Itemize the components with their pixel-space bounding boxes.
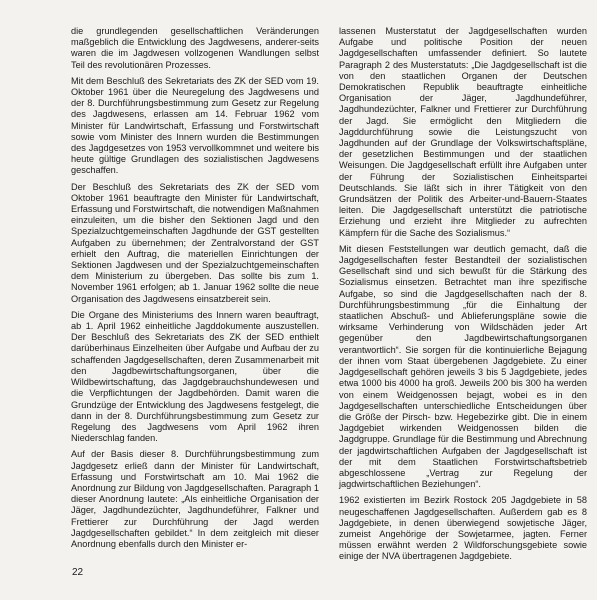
paragraph: lassenen Musterstatut der Jagdgesellschaften wurden Aufgabe und politische Position der neuen Jagdgesellschaften umfassender definiert. So lautete Paragraph 2 des Musterstatuts: „Die Jagdgesellschaft ist die von den staatlichen Organen der Deutschen Demokratischen Republik beauftragte einheitliche Organisation der Jäger, Jagdhundeführer, Jagdhundezüchter, Falkner und Frettierer zur Durchführung der Jagd. Sie ermöglicht den Mitgliedern die Jagddurchführung sowie die Leistungszucht von Jagdhunden auf der Grundlage der Volkswirtschaftspläne, der gesetzlichen Bestimmungen und der staatlichen Weisungen. Die Jagdgesellschaft erfüllt ihre Aufgaben unter der Führung der Sozialistischen Einheitspartei Deutschlands. Sie läßt sich in ihrer Tätigkeit von den Grundsätzen der Politik des Arbeiter-und-Bauern-Staates leiten. Die Jagdgesellschaft unterstützt die patriotische Erziehung und erzieht ihre Mitglieder zu aufrechten Kämpfern für die Sache des Sozialismus.“ — [339, 26, 587, 238]
paragraph: Mit dem Beschluß des Sekretariats des ZK der SED vom 19. Oktober 1961 über die Neuregelung des Jagdwesens und der 8. Durchführungsbestimmung zum Gesetz zur Regelung des Jagdwesens, erlassen am 14. Februar 1962 vom Minister für Landwirtschaft, Erfassung und Forstwirtschaft sowie vom Minister des Innern wurden die Bestimmungen des Jagdgesetzes von 1953 vervollkommnet und weitere bis heute gültige Grundlagen des sozialistischen Jagdwesens geschaffen. — [71, 75, 319, 176]
paragraph: 1962 existierten im Bezirk Rostock 205 Jagdgebiete in 58 neugeschaffenen Jagdgesellschaften. Außerdem gab es 8 Jagdgebiete, in denen überwiegend sowjetische Jäger, zumeist Angehörige der Sowjetarmee, jagten. Ferner müssen erwähnt werden 2 Wildforschungsgebiete sowie einige der NVA übertragenen Jagdgebiete. — [339, 495, 587, 562]
paragraph: Die Organe des Ministeriums des Innern waren beauftragt, ab 1. April 1962 einheitliche Jagddokumente auszustellen. Der Beschluß des Sekretariats des ZK der SED enthielt darüberhinaus Einzelheiten über Aufgabe und Aufbau der zu schaffenden Jagdgesellschaften, deren Zusammenarbeit mit den Jagdbewirtschaftungsorganen, über die Wildbewirtschaftung, das Jagdgebrauchshundewesen und die Verpflichtungen der Jagdbehörden. Damit waren die Grundzüge der Entwicklung des Jagdwesens festgelegt, die dann in der 8. Durchführungsbestimmung zum Gesetz zur Regelung des Jagdwesens vom April 1962 ihren Niederschlag fanden. — [71, 309, 319, 444]
left-text-column — [71, 26, 319, 555]
paragraph: Der Beschluß des Sekretariats des ZK der SED vom Oktober 1961 beauftragte den Minister für Landwirtschaft, Erfassung und Forstwirtschaft, die notwendigen Maßnahmen einzuleiten, um die bisher den Sektionen Jagd und den Spezialzuchtgemeinschaften Jagdhunde der GST gestellten Aufgaben zu übernehmen; der Zentralvorstand der GST erhielt den Auftrag, die materiellen Einrichtungen der Sektionen Jagdwesen und der Spezialzuchtgemeinschaften dem Ministerium zu übergeben. Das sollte bis zum 1. November 1961 erfolgen; ab 1. Januar 1962 sollte die neue Organisation des Jagdwesens einsatzbereit sein. — [71, 181, 319, 304]
page-number: 22 — [72, 567, 84, 578]
right-text-column — [339, 26, 587, 568]
paragraph: Mit diesen Feststellungen war deutlich gemacht, daß die Jagdgesellschaften fester Bestandteil der sozialistischen Gesellschaft sind und sich bewußt für die Stärkung des Sozialismus einsetzen. Betrachtet man ihre spezifische Aufgabe, so sind die Jagdgesellschaften nach der 8. Durchführungsbestimmung „für die Einhaltung der staatlichen Abschuß- und Ablieferungspläne sowie die wirksame Verhinderung von Wildschäden jeder Art gegenüber den Jagdbewirtschaftungsorganen verantwortlich“. Sie sorgen für die kontinuierliche Bejagung der ihnen vom Staat übergebenen Jagdgebiete. Zu einer Jagdgesellschaft gehören jeweils 3 bis 5 Jagdgebiete, jedes etwa 1000 bis 4000 ha groß. Jeweils 200 bis 300 ha werden von einem Weidgenossen bejagt, wobei es in den Jagdgesellschaften unterschiedliche Entscheidungen über die Größe der Pirsch- bzw. Hegebezirke gibt. Die in einem Jagdgebiet wirkenden Weidgenossen bilden die Jagdgruppe. Grundlage für die Bestimmung und Abrechnung der jagdwirtschaftlichen Aufgaben der Jagdgesellschaft ist der mit dem Staatlichen Forstwirtschaftsbetrieb abgeschlossene „Vertrag zur Regelung der jagdwirtschaftlichen Beziehungen“. — [339, 243, 587, 490]
paragraph: die grundlegenden gesellschaftlichen Veränderungen maßgeblich die Entwicklung des Jagdwesens, anderer-seits waren die im Jagdwesen vollzogenen Wandlungen selbst Teil des revolutionären Prozesses. — [71, 26, 319, 70]
paragraph: Auf der Basis dieser 8. Durchführungsbestimmung zum Jagdgesetz erließ dann der Minister für Landwirtschaft, Erfassung und Forstwirtschaft am 10. Mai 1962 die Anordnung zur Bildung von Jagdgesellschaften. Paragraph 1 dieser Anordnung lautete: „Als einheitliche Organisation der Jäger, Jagdhundezüchter, Jagdhundeführer, Falkner und Frettierer zur Durchführung der Jagd werden Jagdgesellschaften gebildet.“ In dem zeitgleich mit dieser Anordnung ebenfalls durch den Minister er- — [71, 449, 319, 549]
